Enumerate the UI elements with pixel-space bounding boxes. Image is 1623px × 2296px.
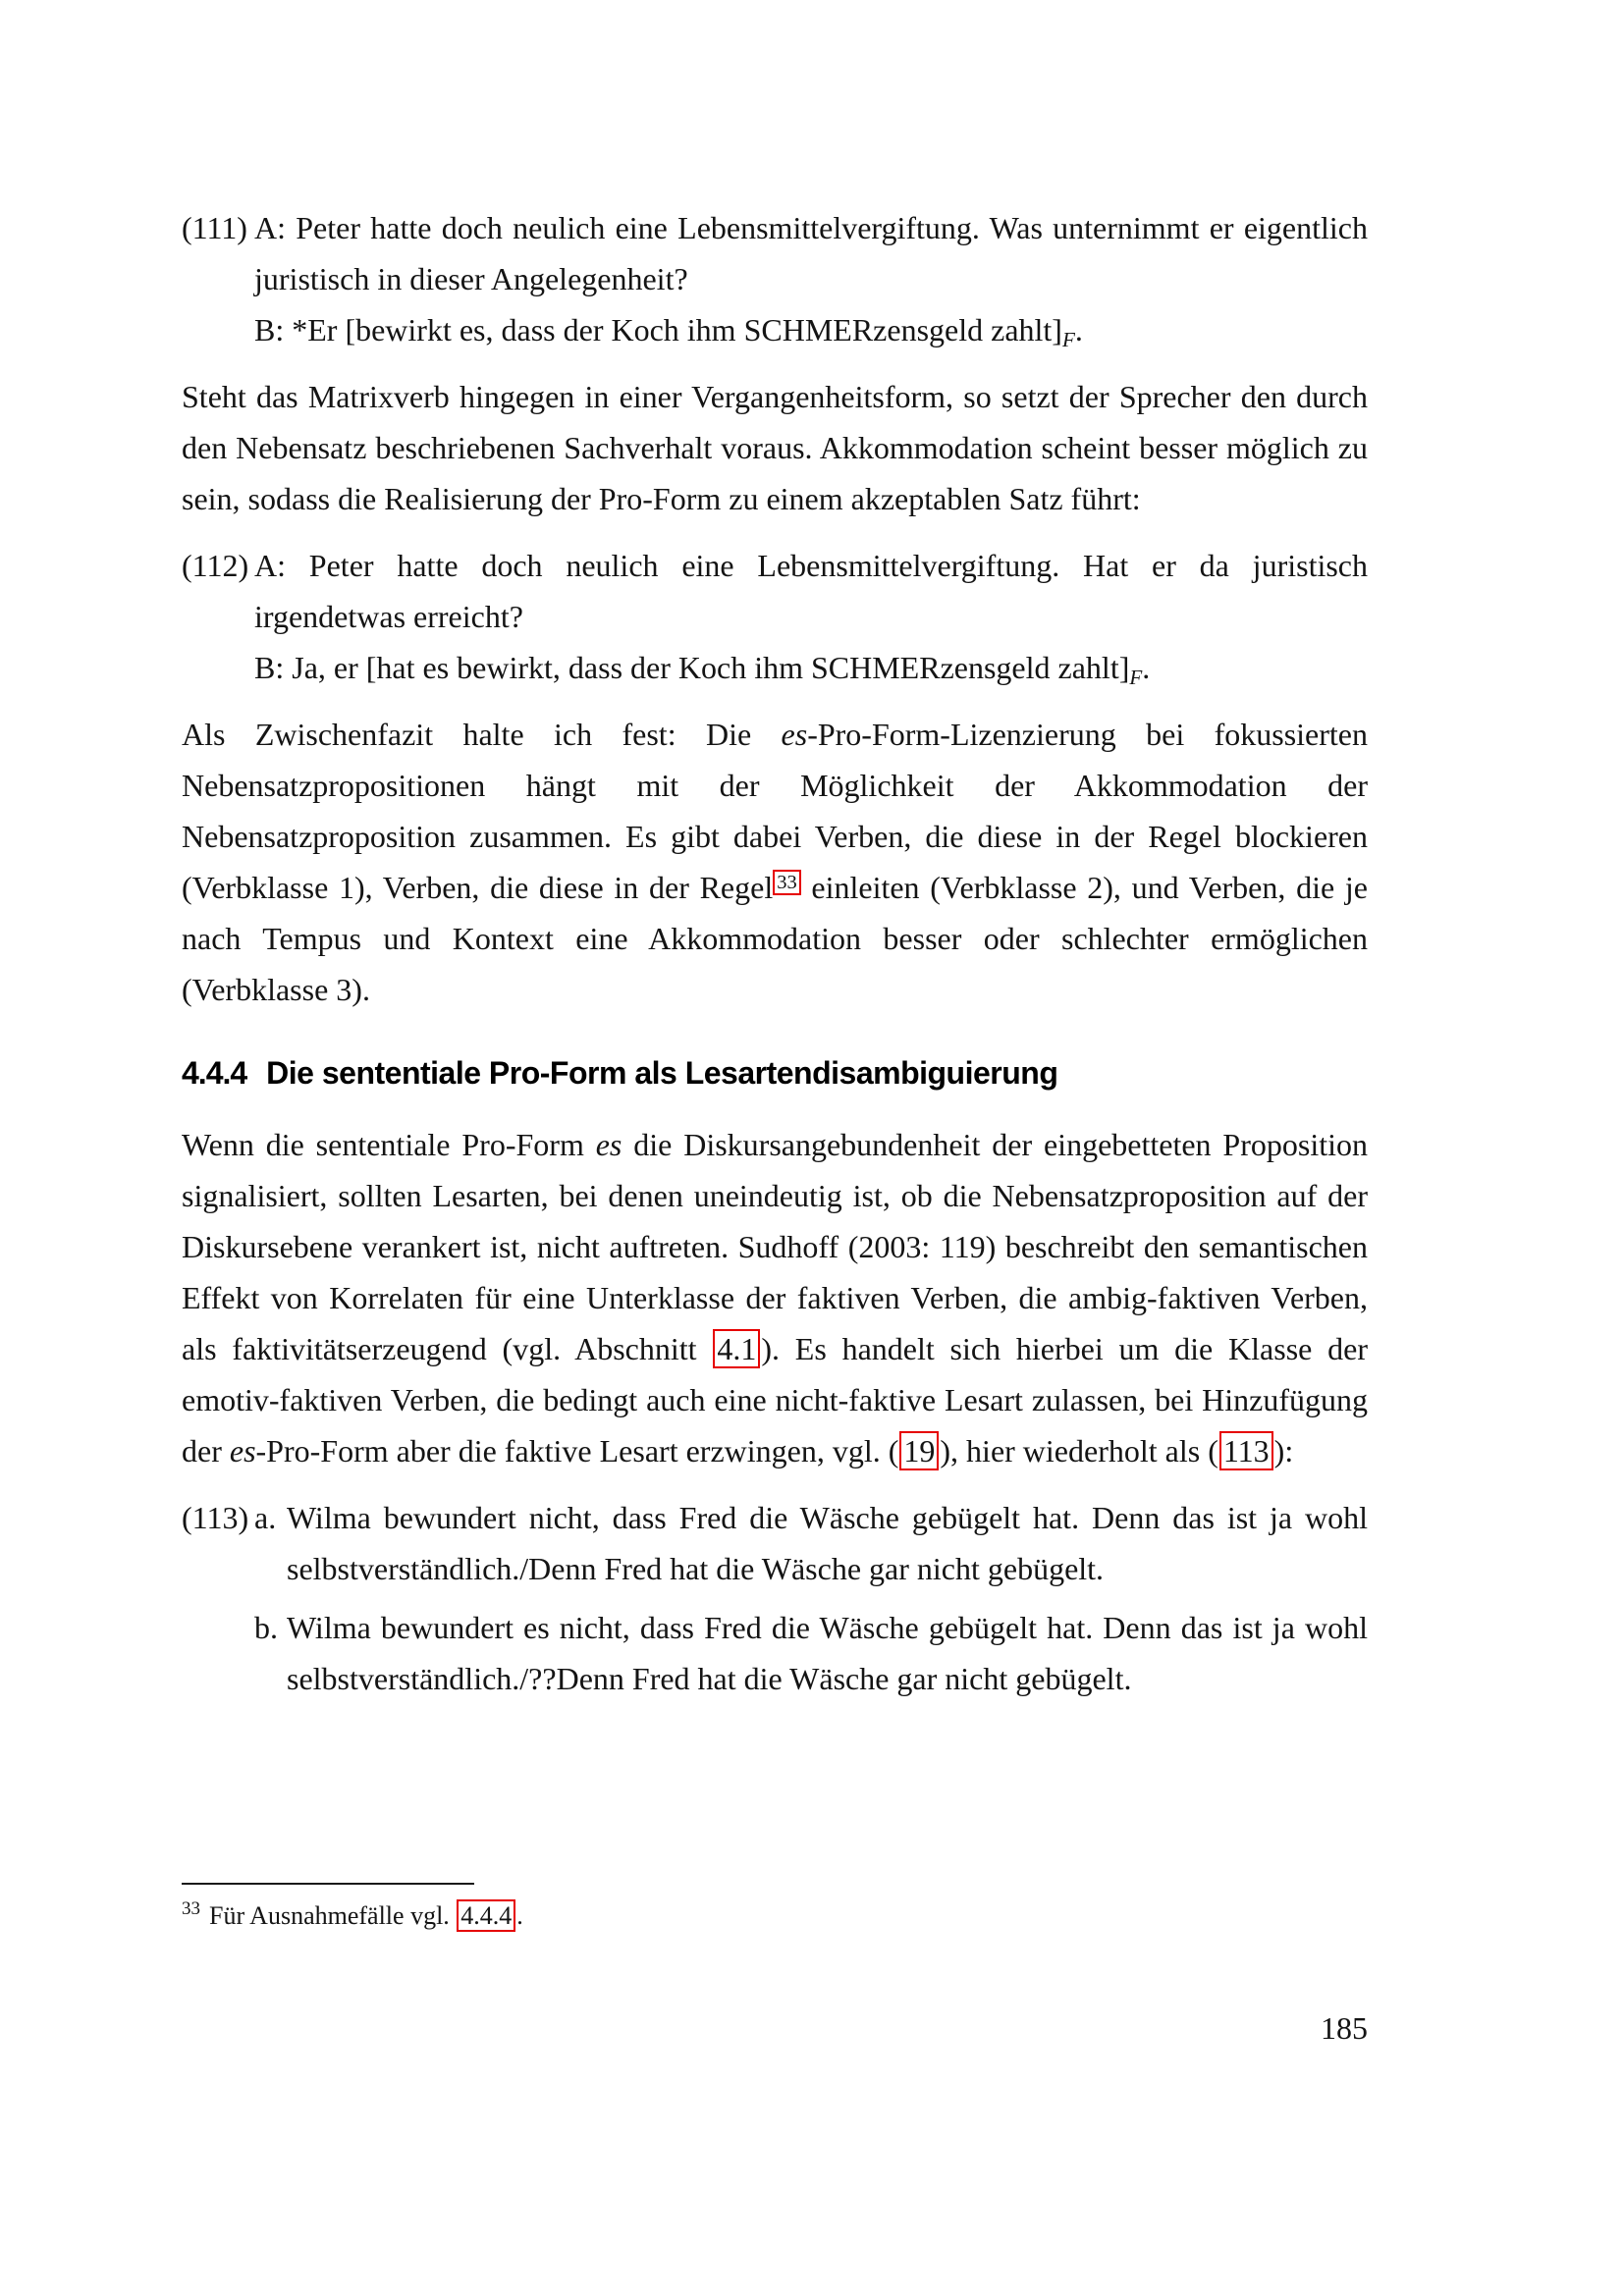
footnote-text: Für Ausnahmefälle vgl. 4.4.4 . bbox=[209, 1901, 523, 1930]
focus-subscript: F bbox=[1061, 327, 1075, 351]
example-number: (112) bbox=[182, 548, 249, 583]
focus-subscript: F bbox=[1129, 665, 1143, 689]
paragraph: Wenn die sententiale Pro-Form es die Diskursangebundenheit der eingebetteten Proposition signalisiert, sollten Lesarten, bei denen uneindeutig ist, ob die Nebensatzproposition auf der Diskursebene verankert ist, nicht auftreten. Sudhoff (2003: 119) beschreibt den semantischen Effekt von Korrelaten für eine Unterklasse der faktiven Verben, die ambig-faktiven Verben, als faktivitätserzeugend (vgl. Abschnitt 4.1 ). Es handelt sich hierbei um die Klasse der emotiv-faktiven Verben, die bedingt auch eine nicht-faktive Lesart zulassen, bei Hinzufügung der es-Pro-Form aber die faktive Lesart erzwingen, vgl. ( 19 ), hier wiederholt als ( 113 ): bbox=[182, 1127, 1369, 1468]
item-marker: b. bbox=[254, 1610, 278, 1645]
item-text: Wilma bewundert es nicht, dass Fred die Wäsche gebügelt hat. Denn das ist ja wohl selbstverständlich./??Denn Fred hat die Wäsche gar nicht gebügelt. bbox=[287, 1610, 1368, 1696]
example-body bbox=[254, 202, 1368, 355]
example-body bbox=[254, 1492, 1368, 1704]
example-number: (111) bbox=[182, 210, 247, 245]
emphasis-text: es bbox=[595, 1127, 622, 1162]
footnote-rule bbox=[182, 1883, 474, 1885]
emphasis-text: es bbox=[781, 717, 808, 752]
footnote-ref-link[interactable]: 33 bbox=[773, 870, 800, 895]
item-text: Wilma bewundert nicht, dass Fred die Wäsche gebügelt hat. Denn das ist ja wohl selbstverständlich./Denn Fred hat die Wäsche gar nicht gebügelt. bbox=[287, 1500, 1368, 1586]
example-111 bbox=[182, 202, 1368, 355]
dialogue-line-b: B: *Er [bewirkt es, dass der Koch ihm SCHMERzensgeld zahlt]F. bbox=[254, 312, 1083, 351]
dialogue-line-b: B: Ja, er [hat es bewirkt, dass der Koch ihm SCHMERzensgeld zahlt]F. bbox=[254, 650, 1151, 689]
example-112 bbox=[182, 540, 1368, 693]
ref-link[interactable]: 19 bbox=[899, 1431, 939, 1470]
paragraph: Als Zwischenfazit halte ich fest: Die es-Pro-Form-Lizenzierung bei fokussierten Nebensatzpropositionen hängt mit der Möglichkeit der Akkommodation der Nebensatzproposition zusammen. Es gibt dabei Verben, die diese in der Regel blockieren (Verbklasse 1), Verben, die diese in der Regel $^{33}$ einleiten (Verbklasse 2), und Verben, die je nach Tempus und Kontext eine Akkommodation besser oder schlechter ermöglichen (Verbklasse 3). bbox=[182, 717, 1368, 1007]
example-113 bbox=[182, 1492, 1368, 1704]
ref-link[interactable]: 113 bbox=[1219, 1431, 1273, 1470]
example-number: (113) bbox=[182, 1500, 249, 1535]
ref-link[interactable]: 4.4.4 bbox=[457, 1899, 515, 1932]
emphasis-text: es bbox=[229, 1433, 256, 1468]
dialogue-line-a: A: Peter hatte doch neulich eine Lebensmittelvergiftung. Hat er da juristisch irgendetwas erreicht? bbox=[254, 548, 1368, 634]
dialogue-line-a: A: Peter hatte doch neulich eine Lebensmittelvergiftung. Was unternimmt er eigentlich juristisch in dieser Angelegenheit? bbox=[254, 210, 1368, 296]
footnote bbox=[182, 1891, 1368, 1935]
ref-link[interactable]: 4.1 bbox=[713, 1329, 760, 1368]
page-number: 185 bbox=[1321, 2010, 1368, 2046]
item-marker: a. bbox=[254, 1500, 277, 1535]
section-heading bbox=[182, 1050, 1368, 1095]
section-number: 4.4.4 bbox=[182, 1055, 247, 1091]
section-title: Die sententiale Pro-Form als Lesartendisambiguierung bbox=[266, 1055, 1058, 1091]
paragraph: Steht das Matrixverb hingegen in einer Vergangenheitsform, so setzt der Sprecher den durch den Nebensatz beschriebenen Sachverhalt voraus. Akkommodation scheint besser möglich zu sein, sodass die Realisierung der Pro-Form zu einem akzeptablen Satz führt: bbox=[182, 379, 1368, 516]
example-item-a bbox=[254, 1492, 1368, 1594]
example-body bbox=[254, 540, 1368, 693]
example-item-b bbox=[254, 1602, 1368, 1704]
footnote-marker: 33 bbox=[182, 1898, 200, 1919]
